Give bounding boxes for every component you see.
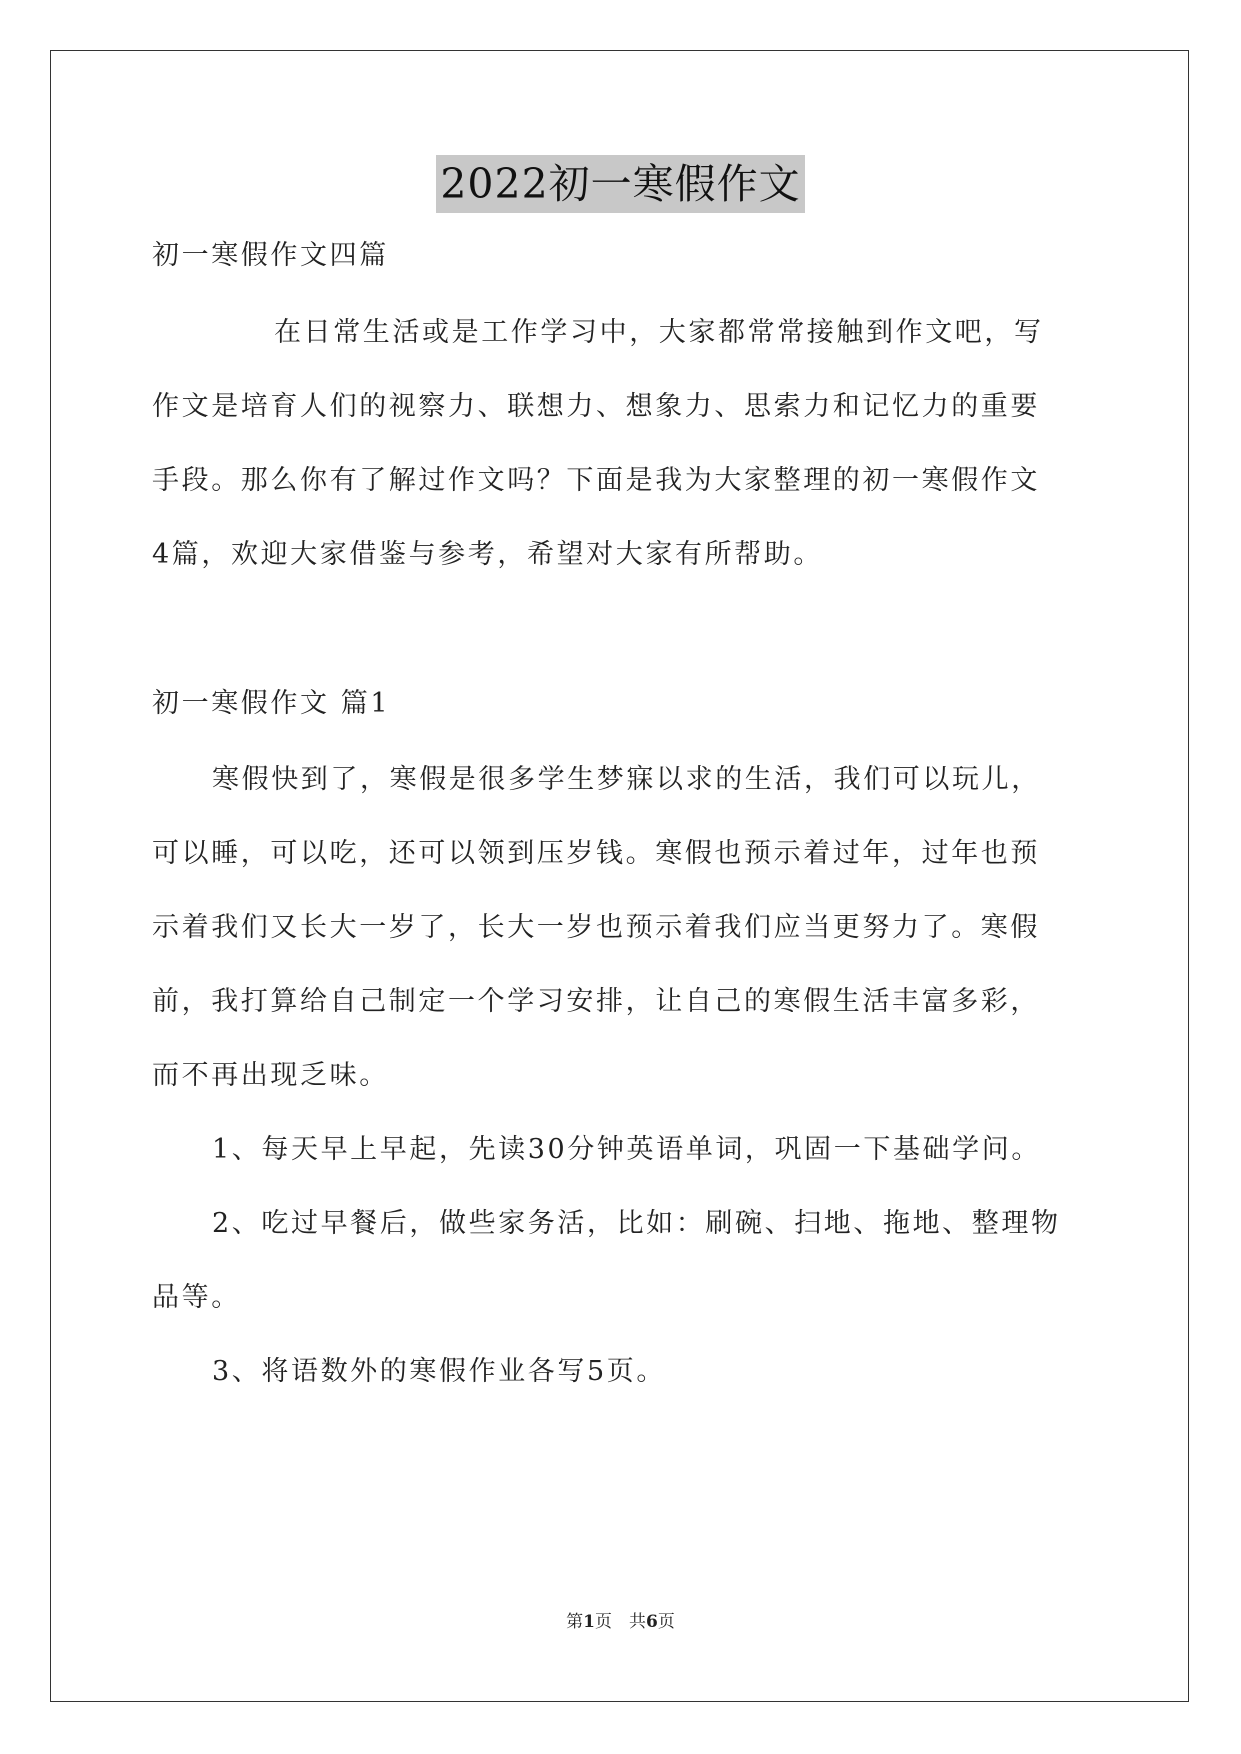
footer-current-page: 1 (583, 1612, 595, 1632)
footer-suffix: 页 (657, 1612, 675, 1632)
intro-line-3: 手段。那么你有了解过作文吗？下面是我为大家整理的初一寒假作文 (152, 465, 1040, 496)
document-title: 2022初一寒假作文 (436, 155, 804, 213)
page-footer (0, 1610, 1241, 1634)
page-border (50, 50, 1189, 1702)
footer-mid: 页 共 (595, 1612, 646, 1632)
footer-total-pages: 6 (646, 1612, 658, 1632)
footer-prefix: 第 (566, 1612, 584, 1632)
list-item-2: 2、吃过早餐后，做些家务活，比如：刷碗、扫地、拖地、整理物 (212, 1208, 1061, 1239)
intro-line-4: 4篇，欢迎大家借鉴与参考，希望对大家有所帮助。 (152, 539, 823, 570)
list-item-3: 3、将语数外的寒假作业各写5页。 (212, 1356, 666, 1387)
intro-line-1: 在日常生活或是工作学习中，大家都常常接触到作文吧，写 (274, 317, 1044, 348)
para-line-4: 前，我打算给自己制定一个学习安排，让自己的寒假生活丰富多彩， (152, 986, 1040, 1017)
list-item-1: 1、每天早上早起，先读30分钟英语单词，巩固一下基础学问。 (212, 1134, 1041, 1165)
section-heading: 初一寒假作文 篇1 (152, 688, 391, 719)
intro-line-2: 作文是培育人们的视察力、联想力、想象力、思索力和记忆力的重要 (152, 391, 1040, 422)
list-item-2-cont: 品等。 (152, 1282, 241, 1313)
subtitle-line: 初一寒假作文四篇 (152, 240, 389, 271)
para-line-5: 而不再出现乏味。 (152, 1060, 389, 1091)
title-wrap (0, 155, 1241, 213)
para-line-2: 可以睡，可以吃，还可以领到压岁钱。寒假也预示着过年，过年也预 (152, 838, 1040, 869)
para-line-1: 寒假快到了，寒假是很多学生梦寐以求的生活，我们可以玩儿， (212, 764, 1041, 795)
para-line-3: 示着我们又长大一岁了，长大一岁也预示着我们应当更努力了。寒假 (152, 912, 1040, 943)
